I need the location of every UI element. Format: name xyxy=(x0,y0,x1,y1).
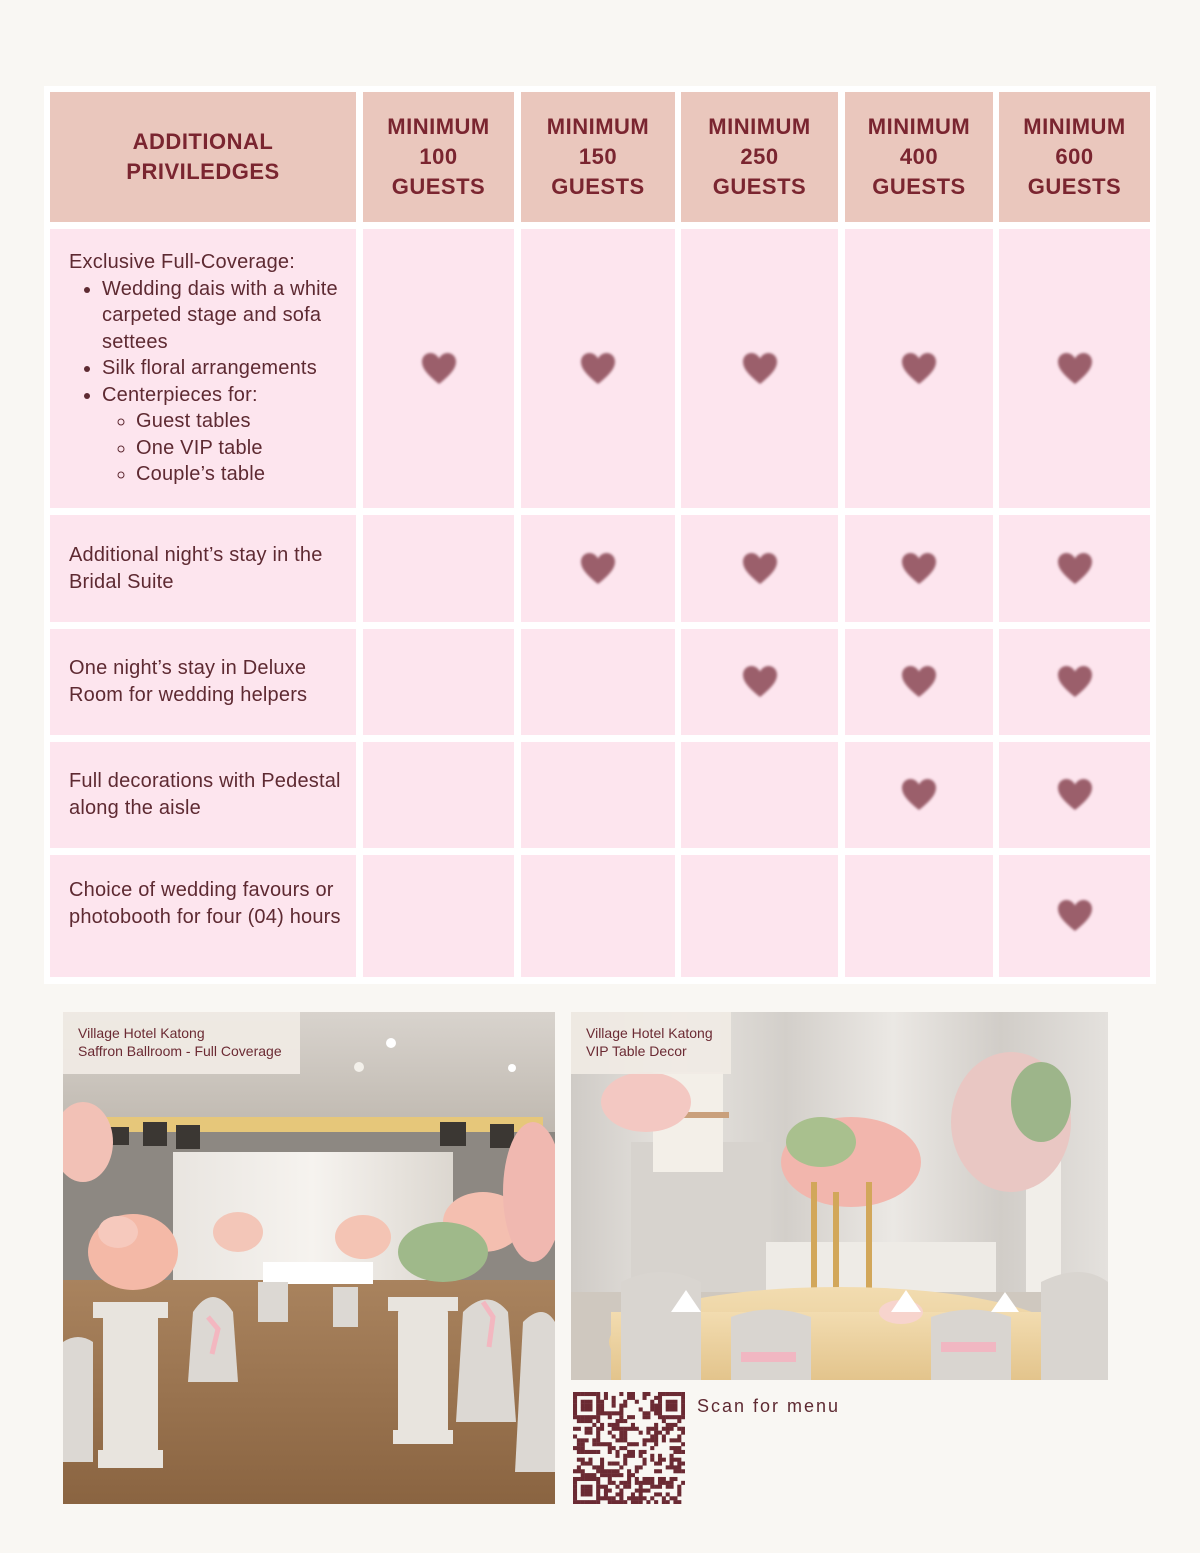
feature-cell-full-coverage xyxy=(50,229,356,508)
qr-code[interactable] xyxy=(573,1392,685,1504)
tier-count: 100 xyxy=(419,144,458,169)
header-tier-600 xyxy=(999,92,1150,222)
ballroom-photo xyxy=(63,1012,555,1504)
vip-table-photo xyxy=(571,1012,1108,1380)
heart-icon xyxy=(901,552,937,586)
tier-cell xyxy=(681,629,838,735)
caption-detail: Saffron Ballroom - Full Coverage xyxy=(78,1043,282,1059)
header-tier-250 xyxy=(681,92,838,222)
tier-cell xyxy=(999,855,1150,977)
tier-unit: GUESTS xyxy=(551,174,645,199)
ballroom-illustration xyxy=(63,1012,555,1504)
tier-unit: GUESTS xyxy=(872,174,966,199)
caption-venue: Village Hotel Katong xyxy=(586,1025,713,1041)
tier-cell xyxy=(363,515,514,622)
tier-cell xyxy=(521,855,675,977)
tier-count: 400 xyxy=(899,144,939,169)
header-feature-line1: ADDITIONAL xyxy=(132,129,274,154)
tier-unit: GUESTS xyxy=(391,174,486,199)
tier-cell xyxy=(845,855,993,977)
tier-count: 600 xyxy=(1055,144,1094,169)
feature-sub-list xyxy=(102,408,344,488)
tier-cell xyxy=(521,515,675,622)
heart-icon xyxy=(1057,778,1093,812)
tier-cell xyxy=(681,515,838,622)
header-tier-100 xyxy=(363,92,514,222)
heart-icon xyxy=(901,352,937,386)
tier-cell xyxy=(363,742,514,848)
heart-icon xyxy=(901,778,937,812)
privileges-table xyxy=(44,86,1156,984)
heart-icon xyxy=(1057,665,1093,699)
feature-bullet-list xyxy=(69,276,344,488)
list-item xyxy=(102,382,344,488)
heart-icon xyxy=(1057,552,1093,586)
tier-unit: GUESTS xyxy=(1027,174,1122,199)
tier-cell xyxy=(363,855,514,977)
tier-cell xyxy=(999,229,1150,508)
tier-cell xyxy=(999,515,1150,622)
header-tier-400 xyxy=(845,92,993,222)
heart-icon xyxy=(1057,352,1093,386)
tier-cell xyxy=(999,629,1150,735)
tier-cell xyxy=(363,629,514,735)
tier-cell xyxy=(845,515,993,622)
tier-cell xyxy=(999,742,1150,848)
tier-cell xyxy=(681,742,838,848)
header-feature-line2: PRIVILEDGES xyxy=(126,159,280,184)
tier-unit: GUESTS xyxy=(712,174,807,199)
header-tier-150 xyxy=(521,92,675,222)
tier-cell xyxy=(521,229,675,508)
tier-cell xyxy=(845,742,993,848)
feature-title: Exclusive Full-Coverage: xyxy=(69,251,295,273)
ballroom-caption xyxy=(63,1012,300,1074)
feature-text: One night’s stay in Deluxe Room for wedding helpers xyxy=(69,657,308,706)
tier-cell xyxy=(845,229,993,508)
tier-cell xyxy=(521,629,675,735)
list-item: • Wedding dais with a white carpeted stage and sofa settees xyxy=(102,276,344,356)
feature-cell-pedestal xyxy=(50,742,356,848)
vip-table-caption xyxy=(571,1012,731,1074)
list-item: ◦ One VIP table xyxy=(136,435,344,462)
tier-cell xyxy=(681,229,838,508)
tier-cell xyxy=(681,855,838,977)
heart-icon xyxy=(580,352,616,386)
feature-text: Choice of wedding favours or photobooth for four (04) hours xyxy=(69,879,341,928)
tier-cell xyxy=(521,742,675,848)
scan-for-menu-label: Scan for menu xyxy=(697,1396,841,1416)
heart-icon xyxy=(421,352,457,386)
list-item: ◦ Couple’s table xyxy=(136,461,344,488)
tier-label: MINIMUM xyxy=(708,114,811,139)
list-item: ◦ Guest tables xyxy=(136,408,344,435)
list-item-text: Centerpieces for: xyxy=(102,383,258,406)
tier-cell xyxy=(845,629,993,735)
caption-detail: VIP Table Decor xyxy=(586,1043,687,1059)
feature-cell-bridal-suite xyxy=(50,515,356,622)
tier-count: 150 xyxy=(578,144,618,169)
heart-icon xyxy=(742,552,778,586)
heart-icon xyxy=(742,352,778,386)
tier-cell xyxy=(363,229,514,508)
heart-icon xyxy=(580,552,616,586)
tier-label: MINIMUM xyxy=(1023,114,1126,139)
feature-text: Additional night’s stay in the Bridal Suite xyxy=(69,544,323,593)
feature-cell-favours xyxy=(50,855,356,977)
feature-cell-deluxe-room xyxy=(50,629,356,735)
caption-venue: Village Hotel Katong xyxy=(78,1025,205,1041)
tier-label: MINIMUM xyxy=(387,114,490,139)
feature-text: Full decorations with Pedestal along the aisle xyxy=(69,770,341,819)
header-feature xyxy=(50,92,356,222)
heart-icon xyxy=(1057,899,1093,933)
tier-label: MINIMUM xyxy=(546,114,650,139)
list-item: • Silk floral arrangements xyxy=(102,355,344,382)
heart-icon xyxy=(742,665,778,699)
tier-count: 250 xyxy=(740,144,779,169)
heart-icon xyxy=(901,665,937,699)
tier-label: MINIMUM xyxy=(867,114,971,139)
